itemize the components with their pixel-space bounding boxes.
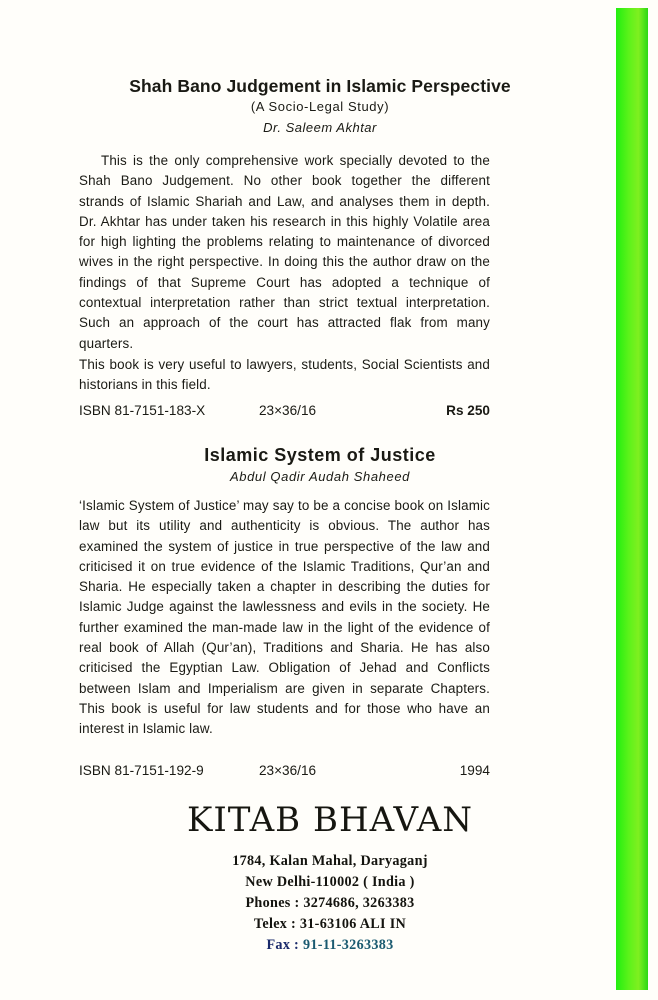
book2-isbn: ISBN 81-7151-192-9 [79,763,204,778]
book1-author: Dr. Saleem Akhtar [263,120,377,135]
book1-subtitle: (A Socio-Legal Study) [250,99,390,114]
book1-meta-row [79,403,490,423]
book2-meta-row [79,763,490,783]
book1-description: This is the only comprehensive work specially devoted to the Shah Bano Judgement. No other book together the different strands of Islamic Shariah and Law, and analyses them in depth. Dr. Akhtar has under taken his research in this highly Volatile area for high lighting the problems relating to maintenance of divorced wives in the right perspective. In doing this the author draw on the findings of that Supreme Court has adopted a technique of contextual interpretation rather than strict textual interpretation. Such an approach of the court has attracted flak from many quarters. [79,153,490,351]
book2-year: 1994 [459,763,490,778]
book1-price: Rs 250 [446,403,490,418]
publisher-logo: KITAB BHAVAN [186,800,474,840]
book2-format: 23×36/16 [259,763,317,778]
fax-label: Fax : [266,937,303,953]
book1-usefulness: This book is very useful to lawyers, students, Social Scientists and historians in this field. [79,357,490,393]
publisher-address-line1: 1784, Kalan Mahal, Daryaganj [232,853,428,869]
publisher-phones: Phones : 3274686, 3263383 [245,895,415,911]
book2-title: Islamic System of Justice [204,445,436,465]
book1-isbn: ISBN 81-7151-183-X [79,403,206,418]
fax-number: 91-11-3263383 [302,937,394,953]
book2-description: ‘Islamic System of Justice’ may say to be a concise book on Islamic law but its utility and authenticity is obvious. The author has examined the system of justice in true perspective of the law and criticised it on true evidence of the Islamic Traditions, Qur’an and Sharia. He especially taken a chapter in describing the duties for Islamic Judge against the lawlessness and evils in the society. He further examined the man-made law in the light of the evidence of real book of Allah (Qur’an), Traditions and Sharia. He has also criticised the Egyptian Law. Obligation of Jehad and Conflicts between Islam and Imperialism are given in separate Chapters. This book is useful for law students and for those who have an interest in Islamic law. [79,498,490,737]
publisher-fax [180,937,480,954]
green-spine-strip [616,8,648,990]
book1-title: Shah Bano Judgement in Islamic Perspective [129,76,511,96]
book1-format: 23×36/16 [259,403,317,418]
publisher-address-line2: New Delhi-110002 ( India ) [245,874,415,890]
book2-author: Abdul Qadir Audah Shaheed [229,469,411,484]
publisher-telex: Telex : 31-63106 ALI IN [253,916,407,932]
